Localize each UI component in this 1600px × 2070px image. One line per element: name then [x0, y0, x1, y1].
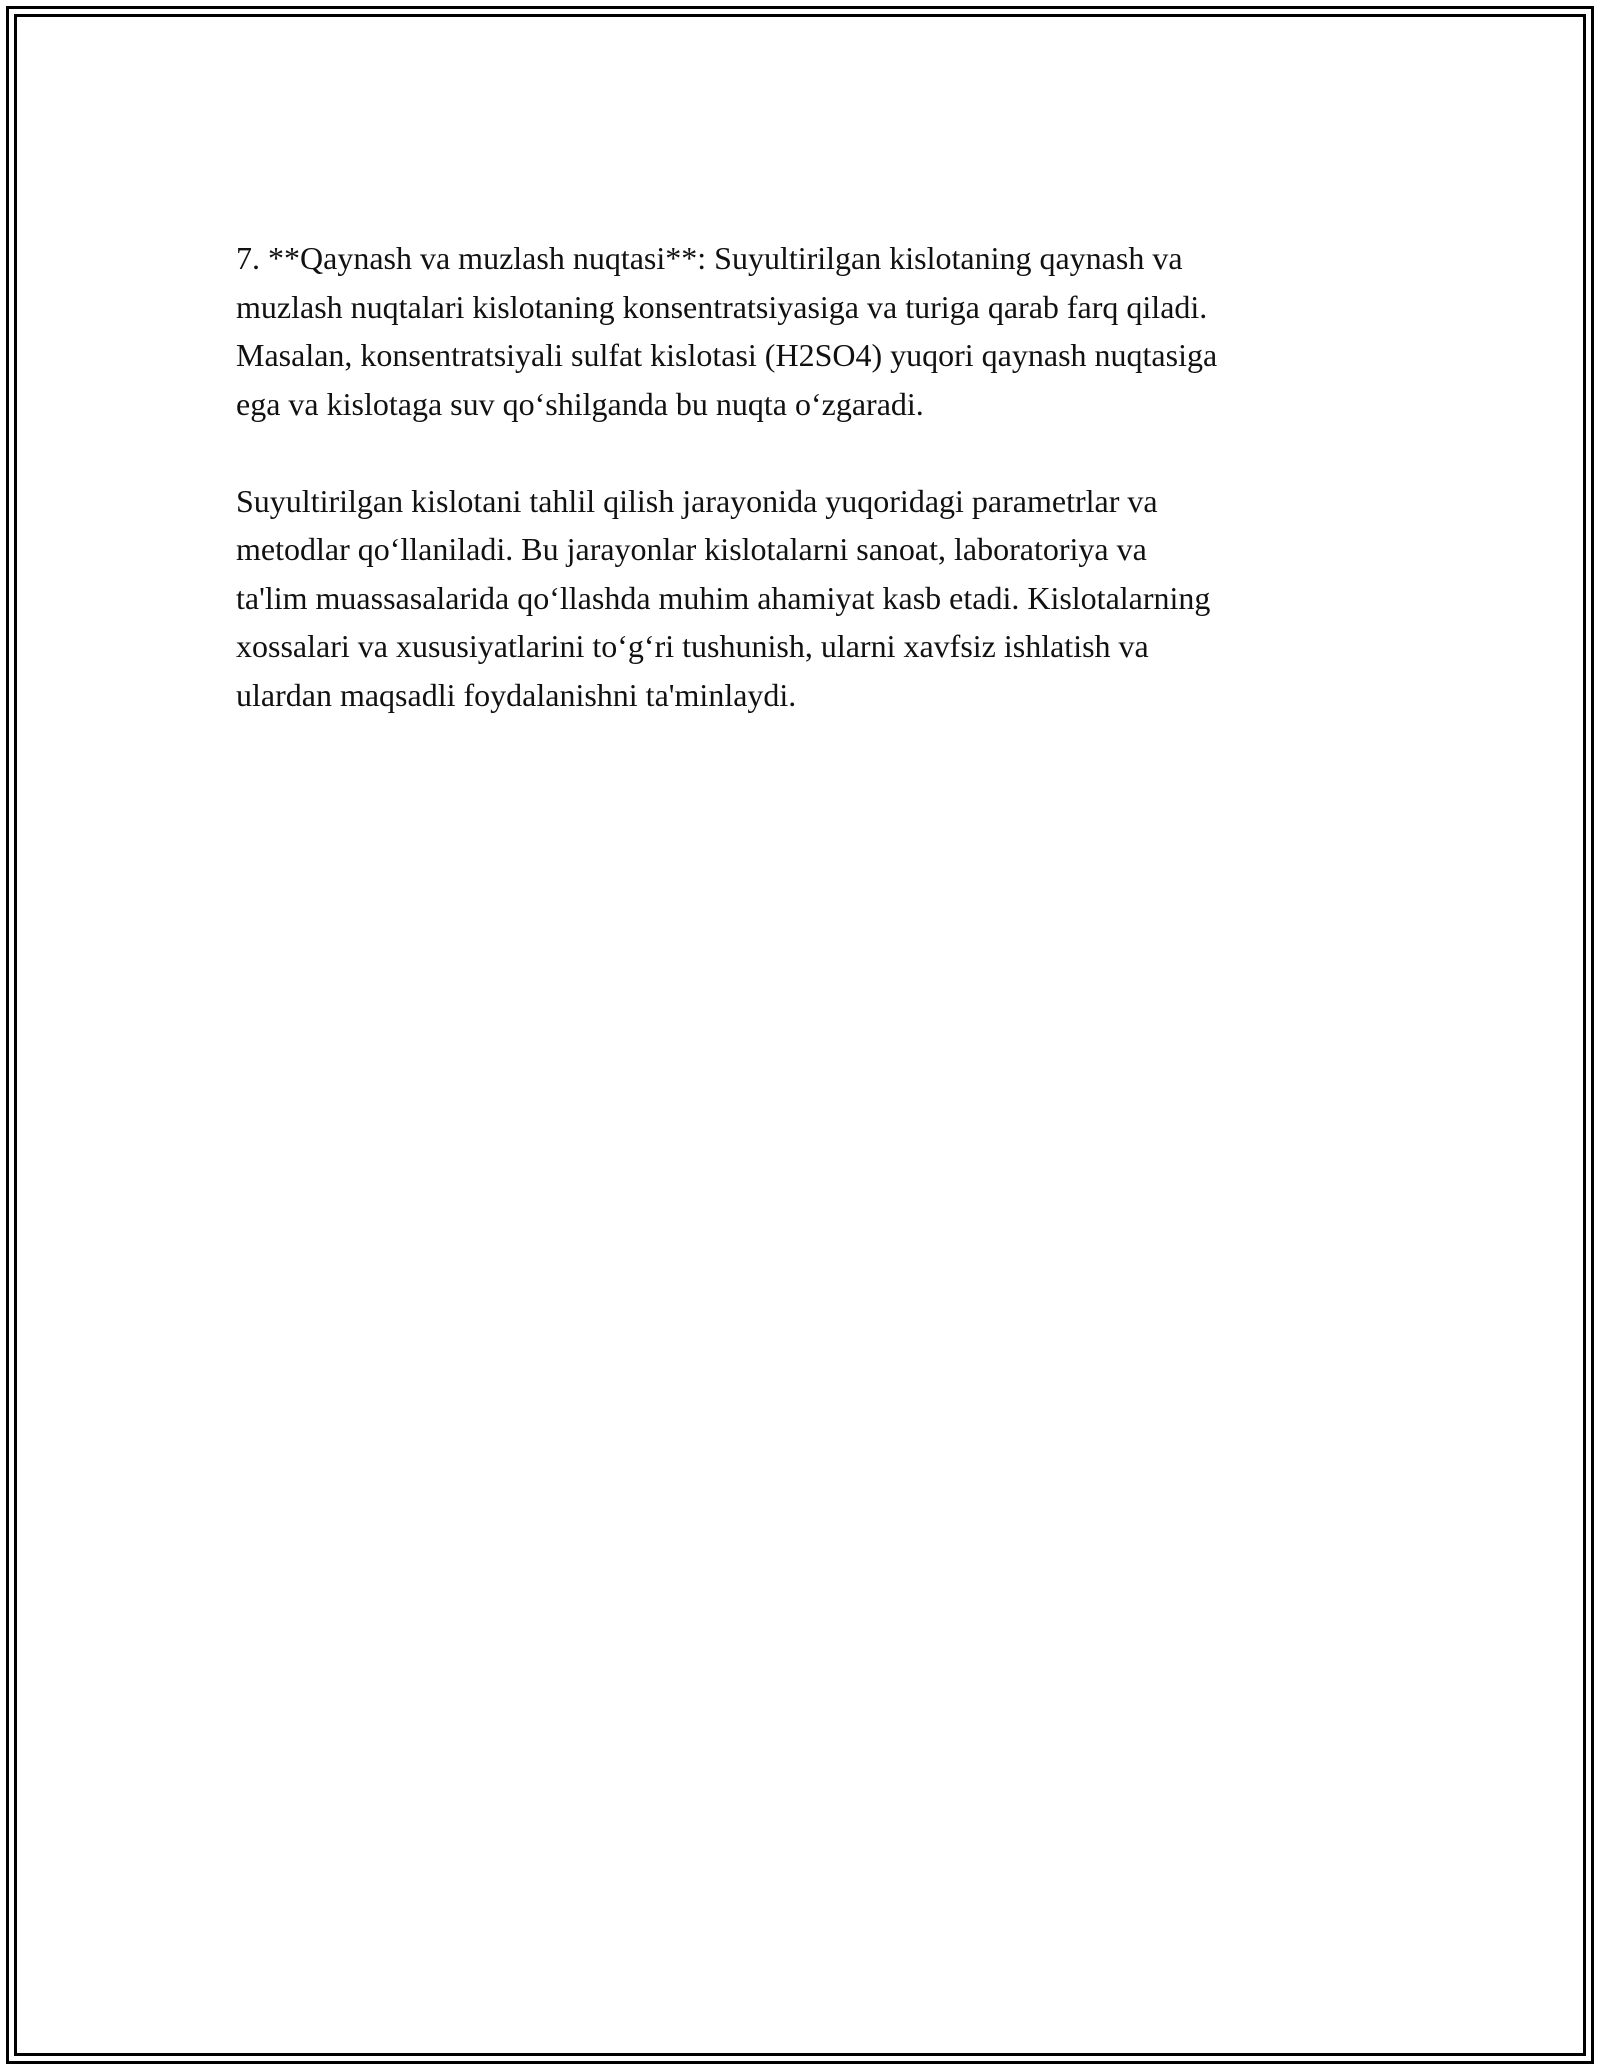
text-line: muzlash nuqtalari kislotaning konsentratsiyasiga va turiga qarab farq qiladi.: [236, 288, 1208, 325]
paragraph-conclusion: [236, 477, 1396, 720]
text-line: 7. **Qaynash va muzlash nuqtasi**: Suyultirilgan kislotaning qaynash va: [236, 240, 1183, 276]
text-line: ta'lim muassasalarida qo‘llashda muhim ahamiyat kasb etadi. Kislotalarning: [236, 579, 1211, 616]
text-line: ega va kislotaga suv qo‘shilganda bu nuqta o‘zgaradi.: [236, 385, 924, 422]
text-line: ulardan maqsadli foydalanishni ta'minlaydi.: [236, 676, 797, 713]
text-line: Suyultirilgan kislotani tahlil qilish jarayonida yuqoridagi parametrlar va: [236, 482, 1158, 519]
paragraph-boiling-freezing-point: [236, 234, 1396, 428]
text-line: metodlar qo‘llaniladi. Bu jarayonlar kislotalarni sanoat, laboratoriya va: [236, 531, 1147, 567]
text-line: Masalan, konsentratsiyali sulfat kislotasi (H2SO4) yuqori qaynash nuqtasiga: [236, 337, 1218, 373]
text-line: xossalari va xususiyatlarini to‘g‘ri tushunish, ularni xavfsiz ishlatish va: [236, 628, 1149, 664]
document-body: [236, 234, 1396, 719]
